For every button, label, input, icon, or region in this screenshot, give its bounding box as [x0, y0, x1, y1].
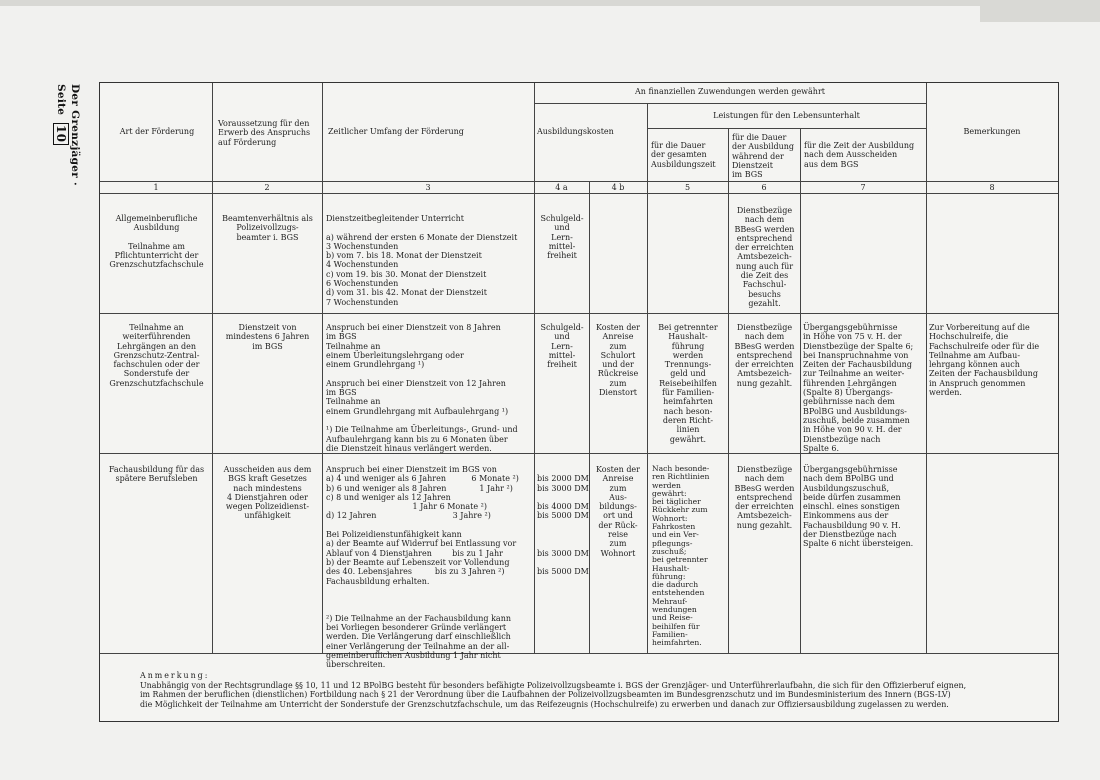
row2-voraussetzung: Dienstzeit von mindestens 6 Jahren im BGS — [225, 323, 310, 351]
row3-art: Fachausbildung für das spätere Berufsleben — [108, 465, 205, 484]
col-number-3: 3 — [425, 183, 431, 192]
header-dauer-dienstzeit: für die Dauer der Ausbildung während der Dienstzeit im BGS — [732, 133, 795, 180]
header-dauer-gesamt: für die Dauer der gesamten Ausbildungszeit — [651, 141, 716, 169]
row1-col6: Dienstbezüge nach dem BBesG werden entsprechend der erreichten Amtsbezeich- nung auch für die Zeit des Fachschul- besuchs gezahlt. — [734, 206, 795, 308]
col-number-1: 1 — [153, 183, 159, 192]
funding-table — [99, 82, 1059, 722]
header-living-costs: Leistungen für den Lebensunterhalt — [713, 111, 860, 120]
row3-umfang: Anspruch bei einer Dienstzeit im BGS von a) 4 und weniger als 6 Jahren 6 Monate ²) b) 6 und weniger als 8 Jahren 1 Jahr ²) c) 8 und weniger als 12 Jahren 1 Jahr 6 Monate ²) d) 12 Jahren 3 Jahre ²) Bei Polizeidienstunfähigkeit kann a) der Beamte auf Widerruf bei Entlassung vor Ablauf von 4 Dienstjahren bis zu 1 Jahr b) der Beamte auf Lebenszeit vor Vollendung des 40. Lebensjahres bis zu 3 Jahren ²) Fachausbildung erhalten. ²) Die Teilnahme an der Fachausbildung kann bei Vorliegen besonderer Gründe verlängert werden. Die Verlängerung darf einschließlich einer Verlängerung der Teilnahme an der all- gemeinberuflichen Ausbildung 1 Jahr nicht überschreiten. — [326, 465, 519, 670]
row3-col6: Dienstbezüge nach dem BBesG werden entsprechend der erreichten Amtsbezeich- nung gezahlt. — [734, 465, 795, 530]
footnote — [140, 662, 1035, 718]
side-page-label — [54, 84, 81, 204]
side-page-number: 10 — [54, 125, 68, 143]
row2-col6: Dienstbezüge nach dem BBesG werden entsprechend der erreichten Amtsbezeich- nung gezahlt. — [734, 323, 795, 388]
row1-umfang: Dienstzeitbegleitender Unterricht a) während der ersten 6 Monate der Dienstzeit 3 Wochenstunden b) vom 7. bis 18. Monat der Dienstzeit 4 Wochenstunden c) vom 19. bis 30. Monat der Dienstzeit 6 Wochenstunden d) vom 31. bis 42. Monat der Dienstzeit 7 Wochenstunden — [326, 214, 518, 307]
footnote-title: Anmerkung: — [140, 671, 210, 681]
row2-umfang: Anspruch bei einer Dienstzeit von 8 Jahren im BGS Teilnahme an einem Überleitungslehrgang oder einem Grundlehrgang ¹) Anspruch bei einer Dienstzeit von 12 Jahren im BGS Teilnahme an einem Grundlehrgang mit Aufbaulehrgang ¹) ¹) Die Teilnahme am Überleitungs-, Grund- und Aufbaulehrgang kann bis zu 6 Monaten über die Dienstzeit hinaus verlängert werden. — [326, 323, 518, 453]
row1-kosten-4a: Schulgeld- und Lern- mittel- freiheit — [540, 214, 584, 261]
row2-col5: Bei getrennter Haushalt- führung werden Trennungs- geld und Reisebeihilfen für Familien- heimfahrten nach beson- deren Richt- linien gewährt. — [658, 323, 718, 444]
row3-kosten-4b: Kosten der Anreise zum Aus- bildungs- ort und der Rück- reise zum Wohnort — [595, 465, 640, 558]
side-label-text: Der Grenzjäger · Seite — [55, 84, 81, 187]
row3-kosten-4a: bis 2000 DM bis 3000 DM bis 4000 DM bis 5000 DM bis 3000 DM bis 5000 DM — [537, 474, 589, 577]
header-zeitlicher-umfang: Zeitlicher Umfang der Förderung — [328, 127, 464, 136]
col-number-6: 6 — [761, 183, 767, 192]
header-ausbildungskosten: Ausbildungskosten — [537, 127, 614, 136]
row3-col7: Übergangsgebührnisse nach dem BPolBG und Ausbildungszuschuß, beide dürfen zusammen einschl. eines sonstigen Einkommens aus der Fachausbildung 90 v. H. der Dienstbezüge nach Spalte 6 nicht übersteigen. — [803, 465, 914, 549]
header-bemerkungen: Bemerkungen — [963, 127, 1021, 136]
row3-voraussetzung: Ausscheiden aus dem BGS kraft Gesetzes nach mindestens 4 Dienstjahren oder wegen Polizeidienst- unfähigkeit — [223, 465, 312, 521]
col-number-2: 2 — [264, 183, 270, 192]
col-number-7: 7 — [860, 183, 866, 192]
header-financial: An finanziellen Zuwendungen werden gewährt — [635, 87, 825, 96]
row2-art: Teilnahme an weiterführenden Lehrgängen an den Grenzschutz-Zentral- fachschulen oder der Sonderstufe der Grenzschutzfachschule — [109, 323, 204, 388]
row2-col8: Zur Vorbereitung auf die Hochschulreife, die Fachschulreife oder für die Teilnahme am Aufbau- lehrgang können auch Zeiten der Fachausbildung in Anspruch genommen werden. — [929, 323, 1040, 398]
header-art: Art der Förderung — [119, 127, 195, 136]
col-number-8: 8 — [989, 183, 995, 192]
row3-col5: Nach besonde- ren Richtlinien werden gewährt: bei täglicher Rückkehr zum Wohnort: Fahrkosten und ein Ver- pflegungs- zuschuß; bei getrennter Haushalt- führung: die dadurch entstehenden Mehrauf- wendungen und Reise- beihilfen für Familien- heimfahrten. — [652, 464, 710, 648]
header-voraussetzung: Voraussetzung für den Erwerb des Anspruchs auf Förderung — [218, 119, 311, 147]
header-nach-ausscheiden: für die Zeit der Ausbildung nach dem Ausscheiden aus dem BGS — [804, 141, 915, 169]
scan-edge-right — [980, 0, 1100, 22]
col-number-5: 5 — [684, 183, 691, 192]
row2-kosten-4a: Schulgeld- und Lern- mittel- freiheit — [540, 323, 584, 370]
col-number-4b: 4 b — [611, 183, 625, 192]
row1-art: Allgemeinberufliche Ausbildung Teilnahme am Pflichtunterricht der Grenzschutzfachschule — [109, 214, 204, 270]
col-number-4a: 4 a — [555, 183, 568, 192]
row2-col7: Übergangsgebührnisse in Höhe von 75 v. H. der Dienstbezüge der Spalte 6; bei Inanspruchnahme von Zeiten der Fachausbildung zur Teilnahme an weiter- führenden Lehrgängen (Spalte 8) Übergangs- gebührnisse nach dem BPolBG und Ausbildungs- zuschuß, beide zusammen in Höhe von 90 v. H. der Dienstbezüge nach Spalte 6. — [803, 323, 914, 453]
scan-edge — [0, 0, 1100, 6]
footnote-text: Unabhängig von der Rechtsgrundlage §§ 10, 11 und 12 BPolBG besteht für besonders befähigte Polizeivollzugsbeamte i. BGS der Grenzjäger- und Unterführerlaufbahn, die sich für den Offizierberuf eignen, im Rahmen der beruflichen (dienstlichen) Fortbildung nach § 21 der Verordnung über die Laufbahnen der Polizeivollzugsbeamten im Bundesgrenzschutz und im Bundesministerium des Innern (BGS-LV) die Möglichkeit der Teilnahme am Unterricht der Sonderstufe der Grenzschutzfachschule, um das Reifezeugnis (Hochschulreife) zu erwerben und danach zur Offiziersausbildung zugelassen zu werden. — [140, 680, 967, 709]
row1-voraussetzung: Beamtenverhältnis als Polizeivollzugs- beamter i. BGS — [222, 214, 313, 242]
row2-kosten-4b: Kosten der Anreise zum Schulort und der Rückreise zum Dienstort — [595, 323, 640, 398]
